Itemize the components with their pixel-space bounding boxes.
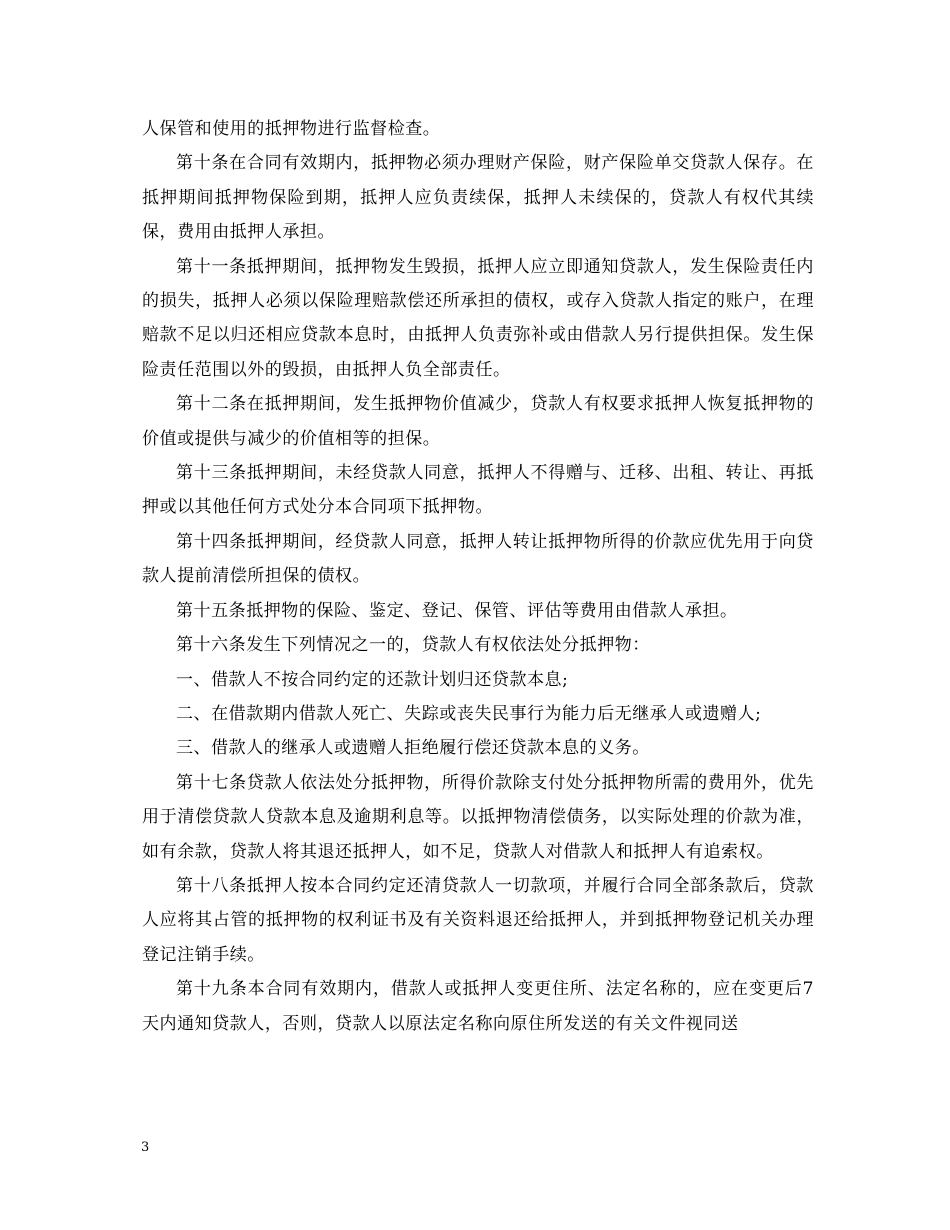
clause-16-item-1: 一、借款人不按合同约定的还款计划归还贷款本息; xyxy=(176,669,569,690)
clause-17: 第十七条贷款人依法处分抵押物，所得价款除支付处分抵押物所需的费用外，优先用于清偿贷款人贷款本息及逾期利息等。以抵押物清偿债务，以实际处理的价款为准，如有余款，贷款人将其退还抵押人，如不足，贷款人对借款人和抵押人有追索权。 xyxy=(142,772,814,862)
clause-15: 第十五条抵押物的保险、鉴定、登记、保管、评估等费用由借款人承担。 xyxy=(176,600,738,621)
paragraph-continuation: 人保管和使用的抵押物进行监督检查。 xyxy=(142,119,441,139)
clause-16-item-2: 二、在借款期内借款人死亡、失踪或丧失民事行为能力后无继承人或遗赠人; xyxy=(176,703,762,724)
page-number: 3 xyxy=(141,1140,150,1155)
clause-14: 第十四条抵押期间，经贷款人同意，抵押人转让抵押物所得的价款应优先用于向贷款人提前清偿所担保的债权。 xyxy=(142,531,814,587)
clause-18: 第十八条抵押人按本合同约定还清贷款人一切款项，并履行合同全部条款后，贷款人应将其占管的抵押物的权利证书及有关资料退还给抵押人，并到抵押物登记机关办理登记注销手续。 xyxy=(142,875,814,965)
document-body xyxy=(142,112,814,1041)
clause-19: 第十九条本合同有效期内，借款人或抵押人变更住所、法定名称的，应在变更后7天内通知贷款人，否则，贷款人以原法定名称向原住所发送的有关文件视同送 xyxy=(142,979,814,1034)
clause-12: 第十二条在抵押期间，发生抵押物价值减少，贷款人有权要求抵押人恢复抵押物的价值或提供与减少的价值相等的担保。 xyxy=(142,394,814,449)
clause-11: 第十一条抵押期间，抵押物发生毁损，抵押人应立即通知贷款人，发生保险责任内的损失，抵押人必须以保险理赔款偿还所承担的债权，或存入贷款人指定的账户，在理赔款不足以归还相应贷款本息时，由抵押人负责弥补或由借款人另行提供担保。发生保险责任范围以外的毁损，由抵押人负全部责任。 xyxy=(142,256,814,380)
clause-10: 第十条在合同有效期内，抵押物必须办理财产保险，财产保险单交贷款人保存。在抵押期间抵押物保险到期，抵押人应负责续保，抵押人未续保的，贷款人有权代其续保，费用由抵押人承担。 xyxy=(142,153,814,243)
clause-16-item-3: 三、借款人的继承人或遗赠人拒绝履行偿还贷款本息的义务。 xyxy=(176,738,650,759)
clause-16: 第十六条发生下列情况之一的，贷款人有权依法处分抵押物： xyxy=(176,635,650,656)
clause-13: 第十三条抵押期间，未经贷款人同意，抵押人不得赠与、迁移、出租、转让、再抵押或以其他任何方式处分本合同项下抵押物。 xyxy=(142,463,814,518)
